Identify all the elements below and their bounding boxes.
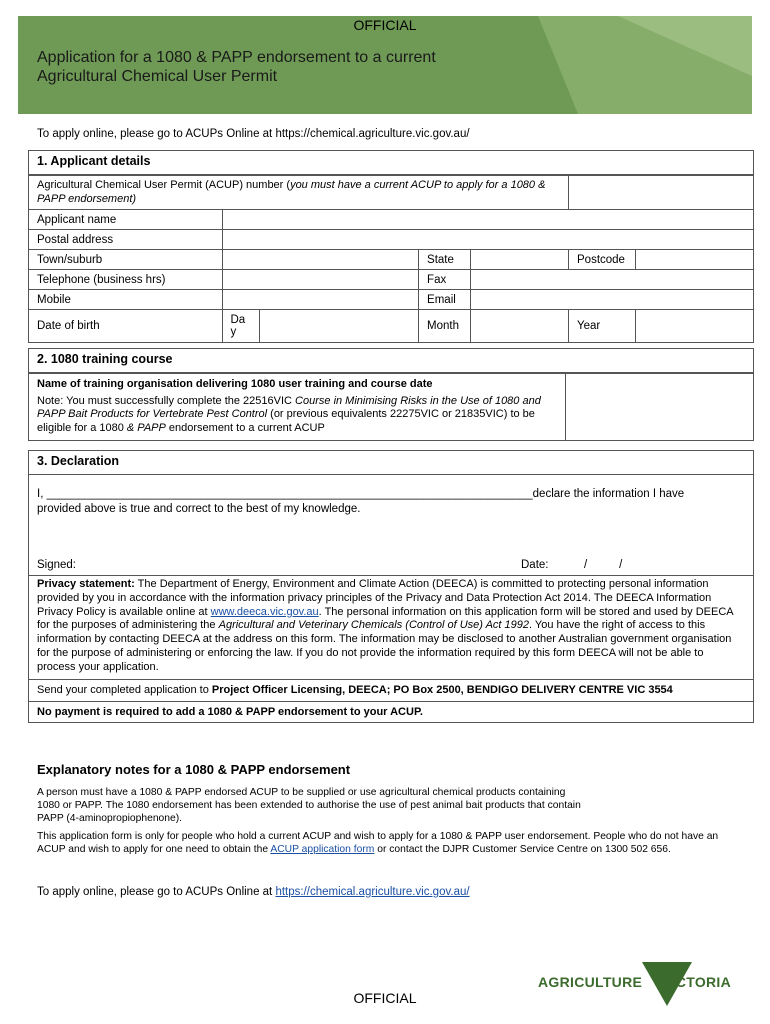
- year-field[interactable]: [636, 310, 754, 342]
- section-training-course: [28, 348, 754, 441]
- send-address: Send your completed application to Project Officer Licensing, DEECA; PO Box 2500, BENDIGO DELIVERY CENTRE VIC 3554: [29, 680, 753, 702]
- title-line-2: Agricultural Chemical User Permit: [37, 68, 278, 85]
- no-payment-note: No payment is required to add a 1080 & PAPP endorsement to your ACUP.: [37, 705, 423, 718]
- day-label: Da y: [222, 310, 259, 342]
- email-label: Email: [419, 290, 471, 310]
- month-label: Month: [419, 310, 471, 342]
- notes-paragraph-1: A person must have a 1080 & PAPP endorsed ACUP to be supplied or use agricultural chemical products containing 1080 or PAPP. The 1080 endorsement has been extended to authorise the use of pest animal bait products that contain PAPP (4-aminopropiophenone).: [37, 787, 581, 824]
- signed-label: Signed:: [37, 559, 77, 571]
- notes-paragraph-2: This application form is only for people who hold a current ACUP and wish to apply for a 1080 & PAPP user endorsement. People who do not have an ACUP and wish to apply for one need to obtain the ACUP application form or contact the DJPR Customer Service Centre on 1300 502 656.: [37, 831, 719, 855]
- acup-label: Agricultural Chemical User Permit (ACUP) number (you must have a current ACUP to apply for a 1080 & PAPP endorsement): [29, 176, 569, 210]
- postal-address-field[interactable]: [222, 230, 753, 250]
- fax-label: Fax: [419, 270, 471, 290]
- mobile-field[interactable]: [222, 290, 419, 310]
- section-heading: 3. Declaration: [29, 451, 753, 475]
- page-title: [37, 48, 557, 86]
- town-label: Town/suburb: [29, 250, 222, 270]
- acups-online-link[interactable]: https://chemical.agriculture.vic.gov.au/: [275, 886, 470, 898]
- applicant-name-field[interactable]: [222, 210, 753, 230]
- declaration-line[interactable]: I, ____________________________________________________________________________declare the information I have: [37, 488, 685, 500]
- section-heading: 1. Applicant details: [29, 151, 753, 175]
- training-label: Name of training organisation delivering 1080 user training and course date Note: You must successfully complete the 22516VIC Course in Minimising Risks in the Use of 1080 and PAPP Bait Products for Vertebrate Pest Control (or previous equivalents 22275VIC or 21835VIC) to be eligible for a 1080 & PAPP endorsement to a current ACUP: [29, 374, 566, 440]
- section-declaration: [28, 450, 754, 723]
- notes-title: Explanatory notes for a 1080 & PAPP endorsement: [37, 762, 351, 777]
- email-field[interactable]: [470, 290, 753, 310]
- postcode-label: Postcode: [569, 250, 636, 270]
- intro-text: To apply online, please go to ACUPs Online at https://chemical.agriculture.vic.gov.au/: [37, 128, 470, 140]
- applicant-name-label: Applicant name: [29, 210, 222, 230]
- official-label-top: OFFICIAL: [353, 17, 417, 33]
- privacy-statement: Privacy statement: The Department of Energy, Environment and Climate Action (DEECA) is committed to protecting personal information provided by you in accordance with the information privacy principles of the Privacy and Data Protection Act 2014. The DEECA Information Privacy Policy is available online at www.deeca.vic.gov.au. The personal information on this application form will be stored and used by DEECA for the purposes of administering the Agricultural and Veterinary Chemicals (Control of Use) Act 1992. You have the right of access to this information by contacting DEECA at the address on this form. The information may be disclosed to another Australian government organisation for the purpose of administering or enforcing the law. If you do not provide the information required by this form DEECA will not be able to process your application.: [29, 576, 753, 680]
- date-label: Date:: [521, 559, 549, 571]
- acup-number-field[interactable]: [569, 176, 754, 210]
- day-field[interactable]: [259, 310, 418, 342]
- declaration-block: [29, 475, 753, 576]
- state-label: State: [419, 250, 471, 270]
- section-heading: 2. 1080 training course: [29, 349, 753, 373]
- telephone-field[interactable]: [222, 270, 419, 290]
- declaration-line-2: provided above is true and correct to the best of my knowledge.: [37, 503, 361, 515]
- postcode-field[interactable]: [636, 250, 754, 270]
- training-organisation-field[interactable]: [566, 374, 754, 440]
- title-line-1: Application for a 1080 & PAPP endorsement to a current: [37, 49, 436, 66]
- date-field[interactable]: / /: [584, 559, 623, 571]
- postal-address-label: Postal address: [29, 230, 222, 250]
- deeca-link[interactable]: www.deeca.vic.gov.au: [210, 605, 319, 618]
- agriculture-victoria-logo: AGRICULTURE VICTORIA: [538, 962, 738, 1006]
- year-label: Year: [569, 310, 636, 342]
- town-field[interactable]: [222, 250, 419, 270]
- acup-application-form-link[interactable]: ACUP application form: [270, 844, 375, 855]
- section-applicant-details: [28, 150, 754, 343]
- dob-label: Date of birth: [29, 310, 222, 342]
- official-label-bottom: OFFICIAL: [353, 990, 417, 1006]
- telephone-label: Telephone (business hrs): [29, 270, 222, 290]
- state-field[interactable]: [470, 250, 568, 270]
- month-field[interactable]: [470, 310, 568, 342]
- fax-field[interactable]: [470, 270, 753, 290]
- notes-paragraph-3: To apply online, please go to ACUPs Online at https://chemical.agriculture.vic.gov.au/: [37, 886, 470, 898]
- mobile-label: Mobile: [29, 290, 222, 310]
